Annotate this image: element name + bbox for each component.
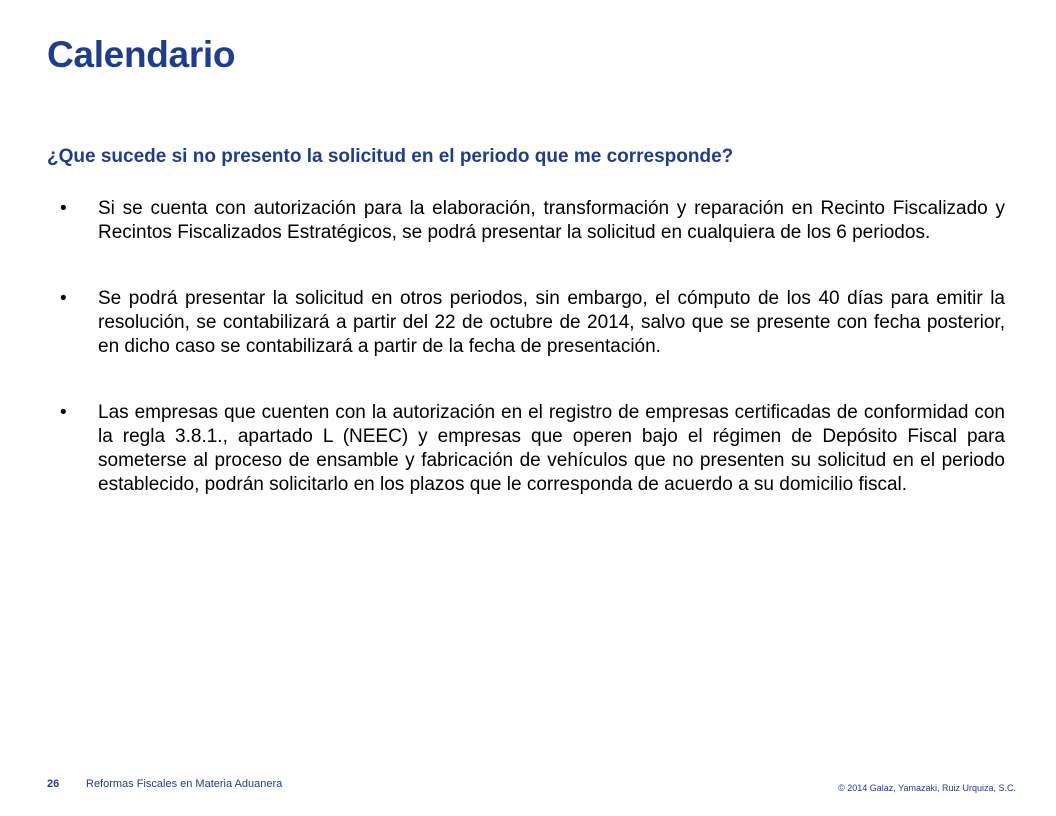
- bullet-item-3: [60, 401, 1005, 497]
- bullet-item-2: [60, 287, 1005, 359]
- bullet-dot: •: [60, 288, 67, 309]
- bullet-text: Las empresas que cuenten con la autorización en el registro de empresas certificadas de conformidad con la regla 3.8.1., apartado L (NEEC) y empresas que operen bajo el régimen de Depósito Fiscal para someterse al proceso de ensamble y fabricación de vehículos que no presenten su solicitud en el periodo establecido, podrán solicitarlo en los plazos que le corresponda de acuerdo a su domicilio fiscal.: [98, 402, 1005, 495]
- bullet-text: Si se cuenta con autorización para la elaboración, transformación y reparación en Recinto Fiscalizado y Recintos Fiscalizados Estratégicos, se podrá presentar la solicitud en cualquiera de los 6 periodos.: [98, 198, 1005, 243]
- bullet-dot: •: [60, 402, 67, 423]
- page-number: 26: [47, 778, 60, 790]
- bullet-item-1: [60, 197, 1005, 245]
- footer-document-title: Reformas Fiscales en Materia Aduanera: [86, 778, 283, 790]
- footer-copyright: © 2014 Galaz, Yamazaki, Ruiz Urquiza, S.C.: [838, 783, 1016, 793]
- bullet-text: Se podrá presentar la solicitud en otros periodos, sin embargo, el cómputo de los 40 días para emitir la resolución, se contabilizará a partir del 22 de octubre de 2014, salvo que se presente con fecha posterior, en dicho caso se contabilizará a partir de la fecha de presentación.: [98, 288, 1005, 357]
- bullet-list: [60, 197, 1005, 539]
- bullet-dot: •: [60, 198, 67, 219]
- slide-title: Calendario: [47, 34, 236, 75]
- question-heading: ¿Que sucede si no presento la solicitud en el periodo que me corresponde?: [47, 146, 734, 167]
